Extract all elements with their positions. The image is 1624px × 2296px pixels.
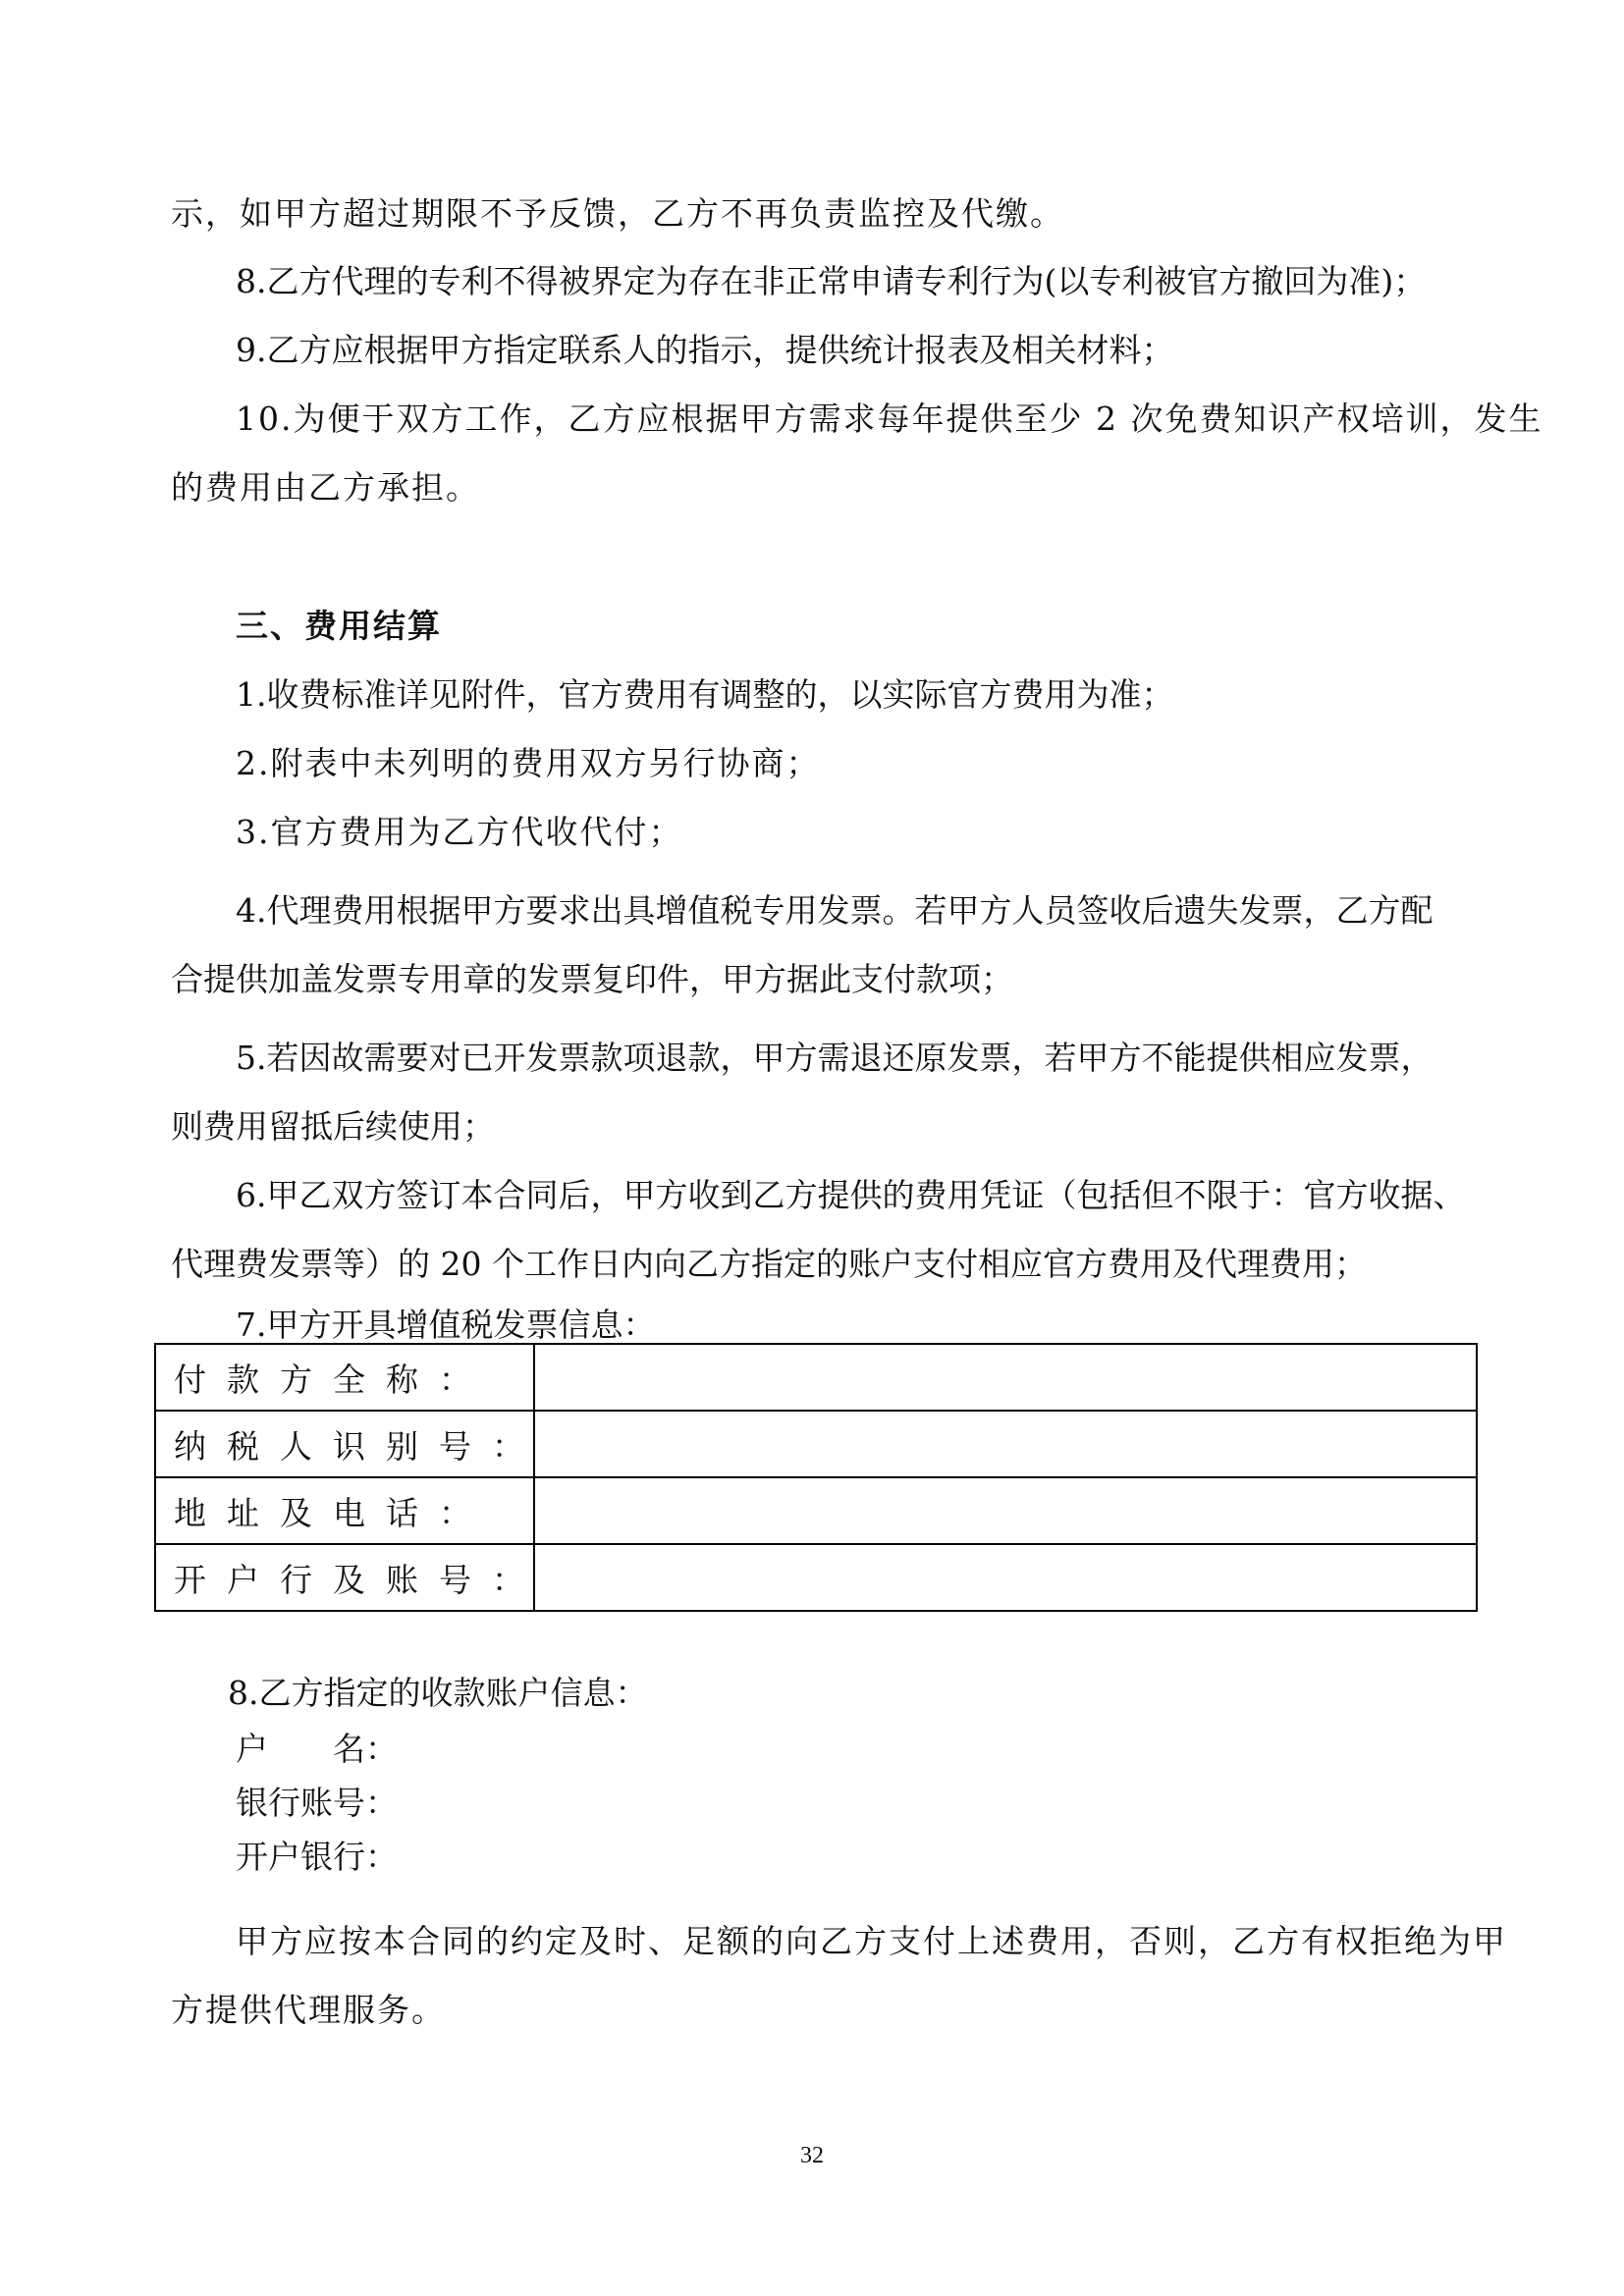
table-cell-label: 开户行及账号： <box>155 1544 534 1611</box>
table-cell-value <box>534 1477 1477 1544</box>
table-cell-value <box>534 1344 1477 1411</box>
paragraph-8: 8.乙方代理的专利不得被界定为存在非正常申请专利行为(以专利被官方撤回为准)； <box>236 262 1427 300</box>
paragraph-10-line-2: 的费用由乙方承担。 <box>171 468 480 507</box>
section-3-item-7: 7.甲方开具增值税发票信息： <box>236 1306 656 1344</box>
section-3-item-6-line-2: 代理费发票等）的 20 个工作日内向乙方指定的账户支付相应官方费用及代理费用； <box>171 1245 1367 1283</box>
account-bank-label: 开户银行： <box>236 1838 398 1876</box>
invoice-info-table <box>154 1343 1478 1612</box>
section-3-item-4-line-1: 4.代理费用根据甲方要求出具增值税专用发票。若甲方人员签收后遗失发票，乙方配 <box>236 891 1434 930</box>
table-row <box>155 1411 1477 1477</box>
account-info-title: 8.乙方指定的收款账户信息： <box>228 1674 648 1712</box>
table-cell-value <box>534 1411 1477 1477</box>
table-row <box>155 1344 1477 1411</box>
account-name-label: 户 名： <box>236 1730 398 1768</box>
account-number-label: 银行账号： <box>236 1784 398 1822</box>
section-3-item-5-line-2: 则费用留抵后续使用； <box>171 1107 495 1146</box>
table-row <box>155 1477 1477 1544</box>
table-cell-label: 地址及电话： <box>155 1477 534 1544</box>
section-3-item-6-line-1: 6.甲乙双方签订本合同后，甲方收到乙方提供的费用凭证（包括但不限于：官方收据、 <box>236 1176 1466 1214</box>
paragraph-9: 9.乙方应根据甲方指定联系人的指示，提供统计报表及相关材料； <box>236 331 1174 369</box>
section-3-heading: 三、费用结算 <box>236 607 442 645</box>
table-cell-value <box>534 1544 1477 1611</box>
closing-paragraph-line-1: 甲方应按本合同的约定及时、足额的向乙方支付上述费用，否则，乙方有权拒绝为甲 <box>236 1922 1507 1960</box>
section-3-item-1: 1.收费标准详见附件，官方费用有调整的，以实际官方费用为准； <box>236 675 1174 714</box>
paragraph-7-continuation: 示，如甲方超过期限不予反馈，乙方不再负责监控及代缴。 <box>171 194 1064 233</box>
table-cell-label: 付款方全称： <box>155 1344 534 1411</box>
section-3-item-3: 3.官方费用为乙方代收代付； <box>236 813 683 851</box>
table-cell-label: 纳税人识别号： <box>155 1411 534 1477</box>
section-3-item-5-line-1: 5.若因故需要对已开发票款项退款，甲方需退还原发票，若甲方不能提供相应发票， <box>236 1039 1434 1077</box>
section-3-item-2: 2.附表中未列明的费用双方另行协商； <box>236 744 821 782</box>
table-row <box>155 1544 1477 1611</box>
closing-paragraph-line-2: 方提供代理服务。 <box>171 1991 446 2029</box>
page-number: 32 <box>800 2143 824 2168</box>
section-3-item-4-line-2: 合提供加盖发票专用章的发票复印件，甲方据此支付款项； <box>171 960 1013 998</box>
paragraph-10-line-1: 10.为便于双方工作，乙方应根据甲方需求每年提供至少 2 次免费知识产权培训，发生 <box>236 400 1543 438</box>
